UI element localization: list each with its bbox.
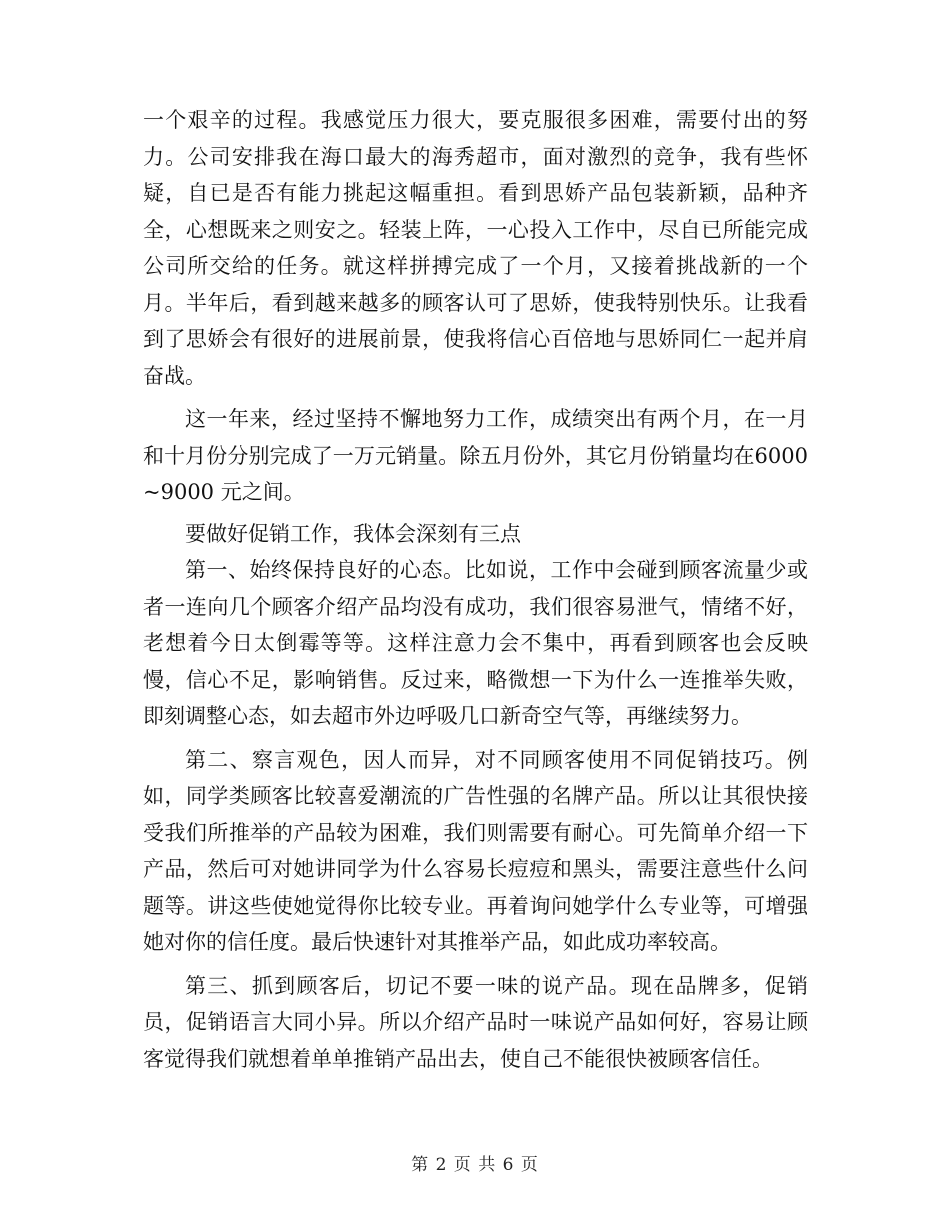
paragraph-point-three: 第三、抓到顾客后，切记不要一味的说产品。现在品牌多，促销员，促销语言大同小异。所以介绍产品时一味说产品如何好，容易让顾客觉得我们就想着单单推销产品出去，使自己不能很快被顾客信任。 <box>143 973 808 1071</box>
paragraph-sales-results: 这一年来，经过坚持不懈地努力工作，成绩突出有两个月，在一月和十月份分别完成了一万元销量。除五月份外，其它月份销量均在6000~9000 元之间。 <box>143 407 808 504</box>
paragraph-point-one: 第一、始终保持良好的心态。比如说，工作中会碰到顾客流量少或者一连向几个顾客介绍产品均没有成功，我们很容易泄气，情绪不好，老想着今日太倒霉等等。这样注意力会不集中，再看到顾客也会反映慢，信心不足，影响销售。反过来，略微想一下为什么一连推举失败，即刻调整心态，如去超市外边呼吸几口新奇空气等，再继续努力。 <box>143 558 808 728</box>
paragraph-point-two: 第二、察言观色，因人而异，对不同顾客使用不同促销技巧。例如，同学类顾客比较喜爱潮流的广告性强的名牌产品。所以让其很快接受我们所推举的产品较为困难，我们则需要有耐心。可先简单介绍一下产品，然后可对她讲同学为什么容易长痘痘和黑头，需要注意些什么问题等。讲这些使她觉得你比较专业。再着询问她学什么专业等，可增强她对你的信任度。最后快速针对其推举产品，如此成功率较高。 <box>143 747 808 954</box>
paragraph-three-points-intro: 要做好促销工作，我体会深刻有三点 <box>185 521 521 546</box>
document-body <box>143 102 808 1077</box>
page-number-footer: 第 2 页 共 6 页 <box>411 1155 539 1175</box>
paragraph-continuation: 一个艰辛的过程。我感觉压力很大，要克服很多困难，需要付出的努力。公司安排我在海口最大的海秀超市，面对激烈的竞争，我有些怀疑，自已是否有能力挑起这幅重担。看到思娇产品包装新颖，品种齐全，心想既来之则安之。轻装上阵，一心投入工作中，尽自已所能完成公司所交给的任务。就这样拼搏完成了一个月，又接着挑战新的一个月。半年后，看到越来越多的顾客认可了思娇，使我特别快乐。让我看到了思娇会有很好的进展前景，使我将信心百倍地与思娇同仁一起并肩奋战。 <box>143 108 808 388</box>
